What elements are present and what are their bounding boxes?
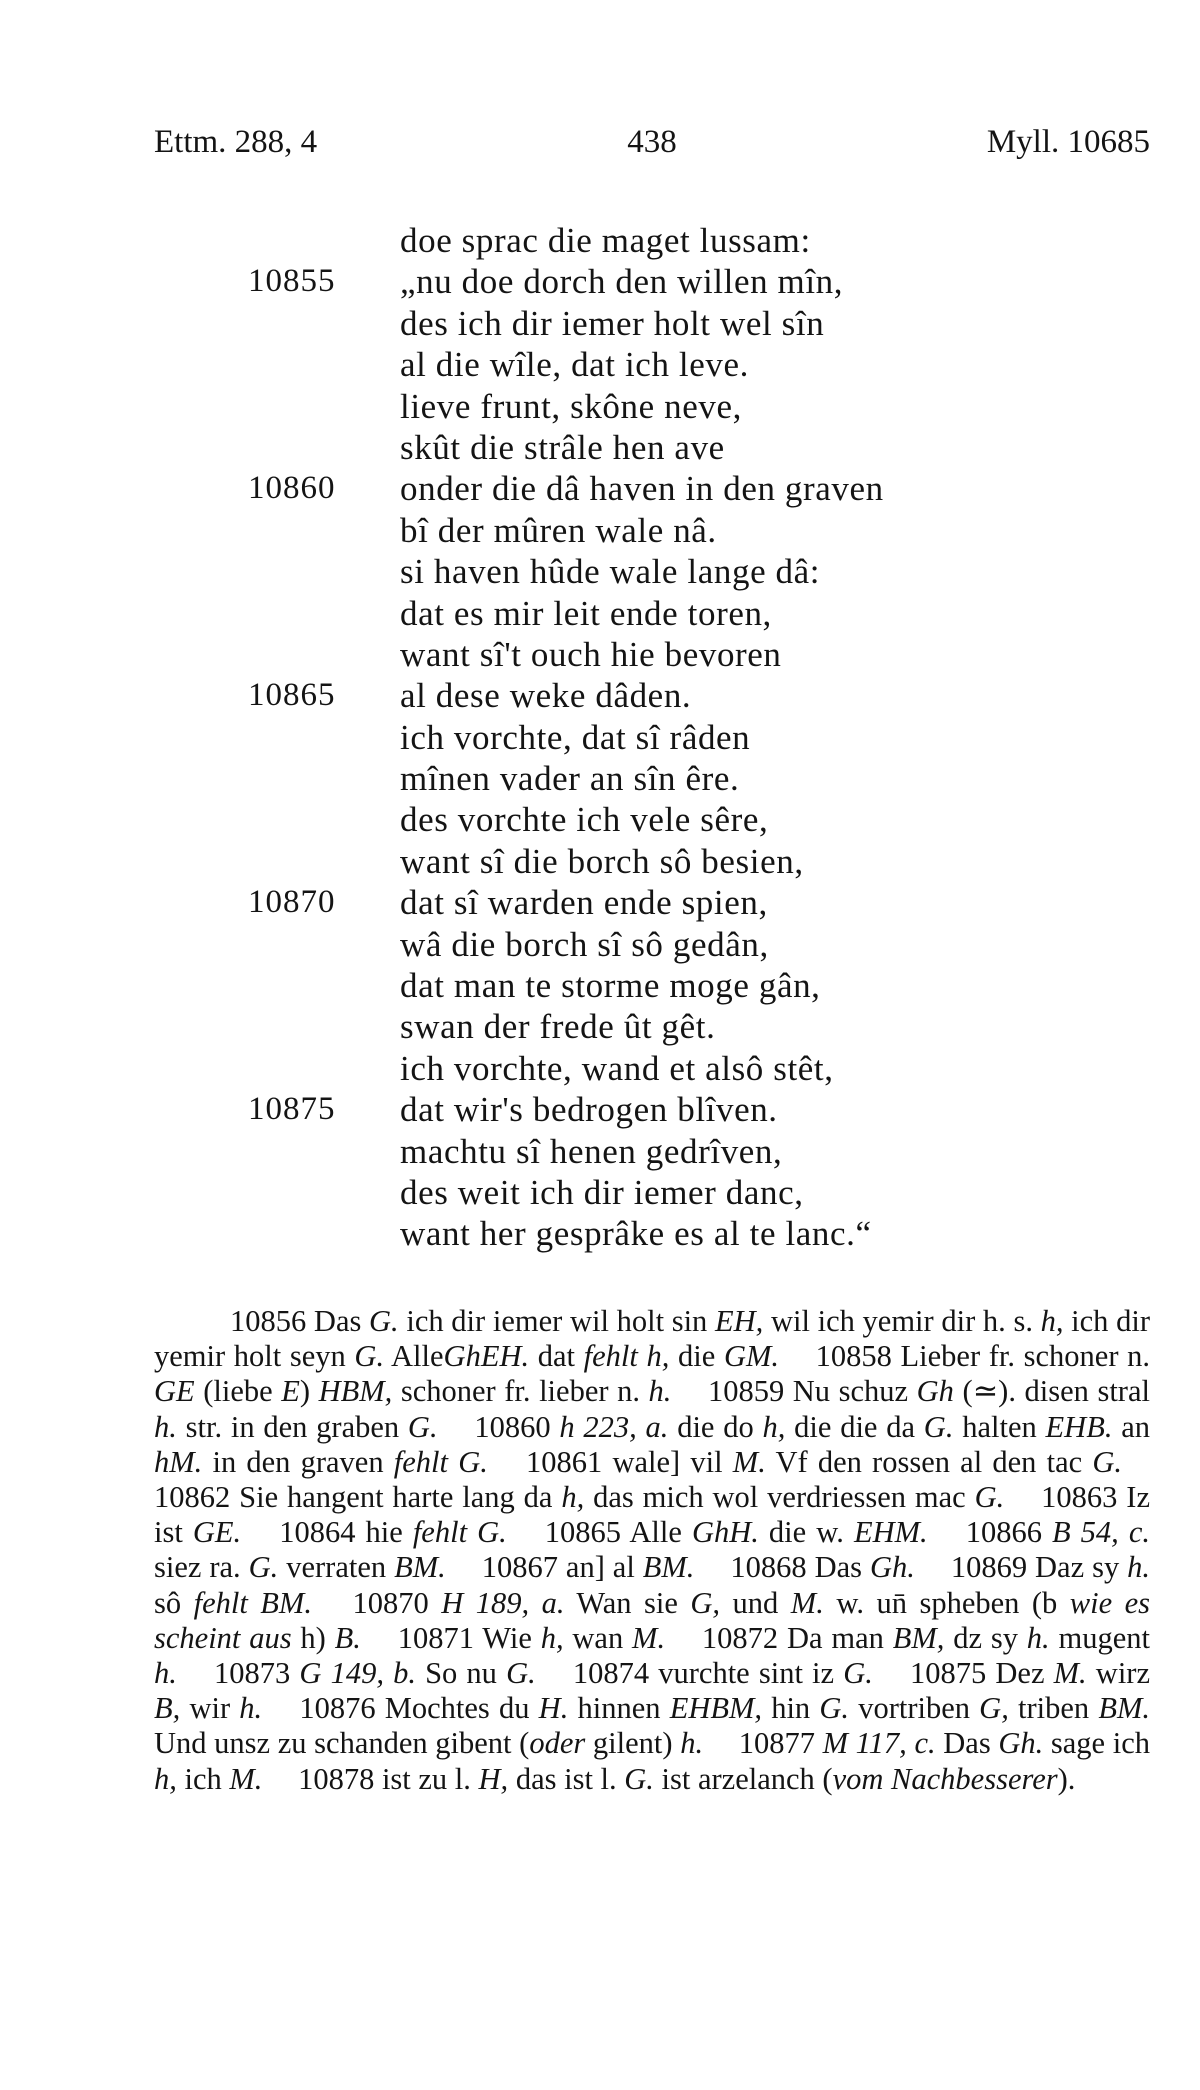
apparatus-text: 10876 Mochtes du [299,1691,539,1726]
header-reference-ettmueller: Ettm. 288, 4 [154,124,318,160]
apparatus-text: 10872 Da man [701,1620,893,1655]
apparatus-siglum: fehlt G. [412,1515,507,1550]
apparatus-text: 10860 [474,1409,560,1444]
verse-line-text: lieve frunt, skône neve, [400,386,742,426]
apparatus-siglum: h. [648,1374,672,1409]
apparatus-text: verraten [278,1550,395,1585]
apparatus-siglum: G. [248,1550,279,1585]
apparatus-text: wirz [1086,1656,1151,1691]
apparatus-text: ich [176,1761,230,1796]
apparatus-siglum: B, [154,1691,181,1726]
apparatus-siglum: h. [680,1726,704,1761]
verse-line-text: ich vorchte, dat sî râden [400,717,751,757]
apparatus-text: wil ich yemir dir h. s. [763,1304,1041,1338]
verse-line-text: dat sî warden ende spien, [400,883,768,923]
verse-line [0,303,1200,344]
apparatus-siglum: H 189, a. [441,1585,565,1620]
verse-line [0,510,1200,551]
apparatus-siglum: G. [843,1656,873,1691]
verse-line-text: dat es mir leit ende toren, [400,593,772,633]
apparatus-text: dz sy [944,1620,1027,1655]
apparatus-text: 10875 Dez [910,1656,1054,1691]
verse-line-text: wâ die borch sî sô gedân, [400,924,769,964]
verse-line-text: si haven hûde wale lange dâ: [400,552,821,592]
apparatus-text: wir [180,1691,240,1726]
verse-line [0,841,1200,882]
apparatus-text: sô [154,1585,194,1620]
apparatus-text: halten [953,1409,1046,1444]
verse-line [0,882,1200,923]
verse-line [0,344,1200,385]
apparatus-text: dat [529,1339,584,1374]
verse-line-text: „nu doe dorch den willen mîn, [400,262,844,302]
apparatus-text: 10874 vurchte sint iz [572,1656,844,1691]
apparatus-text: str. in den graben [176,1409,408,1444]
apparatus-siglum: G. [1092,1444,1122,1479]
apparatus-text: in den graven [202,1444,394,1479]
apparatus-siglum: G. [974,1480,1005,1515]
apparatus-siglum: HBM, [318,1374,393,1409]
apparatus-siglum: GM. [723,1339,779,1374]
apparatus-text: wan [563,1620,633,1655]
critical-apparatus [154,1304,1150,1797]
apparatus-text: das mich wol verdriessen mac [584,1480,975,1515]
apparatus-siglum: h, [154,1761,177,1796]
apparatus-siglum: G, [690,1585,721,1620]
apparatus-siglum: H. [538,1691,569,1726]
apparatus-siglum: h, [561,1480,585,1515]
apparatus-siglum: G, [979,1691,1009,1726]
verse-line [0,1006,1200,1047]
verse-line-text: al dese weke dâden. [400,676,692,716]
apparatus-siglum: EHB. [1045,1409,1113,1444]
verse-line-text: want her gesprâke es al te lanc.“ [400,1214,872,1254]
apparatus-siglum: G. [819,1691,850,1726]
apparatus-siglum: h. [154,1409,177,1444]
apparatus-text: Alle [384,1339,444,1374]
apparatus-siglum: BM. [1098,1691,1150,1726]
apparatus-text: 10862 Sie hangent harte lang da [154,1480,562,1515]
apparatus-siglum: G. [369,1304,399,1338]
apparatus-siglum: h. [1026,1620,1050,1655]
apparatus-text: 10865 Alle [544,1515,692,1550]
verse-line [0,261,1200,302]
apparatus-text: 10868 Das [730,1550,870,1585]
apparatus-text: die w. [758,1515,854,1550]
apparatus-text: ). [1057,1761,1076,1796]
apparatus-text: die die da [785,1409,924,1444]
line-number: 10855 [248,263,336,300]
apparatus-text: 10866 [965,1515,1052,1550]
verse-line [0,1089,1200,1130]
apparatus-text: siez ra. [154,1550,249,1585]
verse-line-text: want sî die borch sô besien, [400,841,804,881]
verse-line [0,220,1200,261]
apparatus-text: triben [1008,1691,1099,1726]
apparatus-text: 10864 hie [279,1515,413,1550]
verse-line-text: machtu sî henen gedrîven, [400,1131,783,1171]
apparatus-siglum: EHBM, [669,1691,763,1726]
apparatus-text: gilent) [585,1726,681,1761]
apparatus-siglum: fehlt G. [393,1444,488,1479]
apparatus-siglum: fehlt h, [583,1339,670,1374]
verse-line [0,1131,1200,1172]
verse-line [0,634,1200,675]
apparatus-text: 10859 Nu schuz [707,1374,917,1409]
apparatus-text: vortriben [849,1691,980,1726]
verse-line [0,468,1200,509]
apparatus-text: Wan sie [564,1585,691,1620]
apparatus-text: ich dir iemer wil holt sin [398,1304,715,1338]
apparatus-siglum: Gh [916,1374,954,1409]
verse-line-text: bî der mûren wale nâ. [400,510,717,550]
apparatus-text: (≃). disen stral [953,1374,1150,1409]
apparatus-siglum: h, [762,1409,786,1444]
verse-line [0,1213,1200,1254]
apparatus-text: So nu [415,1656,507,1691]
apparatus-siglum: vom Nachbesserer [832,1761,1058,1796]
verse-line-text: mînen vader an sîn êre. [400,759,740,799]
apparatus-text: h) [291,1620,335,1655]
apparatus-text: hin [762,1691,820,1726]
apparatus-text: die [669,1339,724,1374]
apparatus-text: schoner fr. lieber n. [392,1374,649,1409]
apparatus-text: 10863 Iz ist [154,1480,1150,1550]
apparatus-text: sage ich [1043,1726,1151,1761]
apparatus-siglum: h, [1040,1304,1064,1338]
apparatus-text: ich dir yemir holt seyn [154,1304,1150,1374]
verse-line [0,965,1200,1006]
verse-line [0,799,1200,840]
line-number: 10875 [248,1091,336,1128]
verse-line [0,427,1200,468]
apparatus-text: 10877 [738,1726,823,1761]
apparatus-siglum: EHM. [853,1515,928,1550]
verse-line [0,924,1200,965]
apparatus-text: mugent [1049,1620,1150,1655]
apparatus-text: 10870 [352,1585,442,1620]
apparatus-text: w. un̄ spheben (b [823,1585,1070,1620]
verse-line-text: al die wîle, dat ich leve. [400,345,749,385]
apparatus-siglum: B. [334,1620,361,1655]
apparatus-text: (liebe [194,1374,282,1409]
verse-line [0,1048,1200,1089]
apparatus-siglum: M. [229,1761,263,1796]
apparatus-text: 10861 wale] vil [526,1444,733,1479]
verse-text [0,220,1200,1255]
apparatus-text: das ist l. [508,1761,625,1796]
apparatus-text: an [1112,1409,1151,1444]
apparatus-siglum: h. [1127,1550,1151,1585]
apparatus-siglum: G. [923,1409,954,1444]
apparatus-siglum: Gh. [998,1726,1044,1761]
verse-line-text: des weit ich dir iemer danc, [400,1172,804,1212]
line-number: 10860 [248,470,336,507]
apparatus-siglum: G. [506,1656,536,1691]
apparatus-text: und [720,1585,791,1620]
header-reference-myller: Myll. 10685 [986,124,1150,160]
apparatus-text: 10871 Wie [397,1620,541,1655]
page-number: 438 [627,124,677,160]
apparatus-siglum: GhH. [691,1515,759,1550]
verse-line-text: swan der frede ût gêt. [400,1007,716,1047]
verse-line [0,717,1200,758]
apparatus-siglum: GhEH. [443,1339,530,1374]
verse-line-text: des ich dir iemer holt wel sîn [400,303,825,343]
apparatus-siglum: M. [632,1620,666,1655]
apparatus-siglum: M 117, c. [822,1726,936,1761]
verse-line [0,593,1200,634]
apparatus-text: Und unsz zu schanden gibent ( [154,1726,530,1761]
apparatus-siglum: h. [239,1691,263,1726]
apparatus-text: 10878 ist zu l. [298,1761,479,1796]
verse-line [0,675,1200,716]
apparatus-siglum: G 149, b. [299,1656,416,1691]
apparatus-siglum: H, [478,1761,509,1796]
apparatus-siglum: wie es scheint aus [154,1585,1151,1655]
apparatus-siglum: G. [354,1339,385,1374]
apparatus-siglum: BM. [394,1550,446,1585]
apparatus-text: 10858 Lieber fr. schoner n. [815,1339,1151,1374]
apparatus-text: ) [299,1374,319,1409]
apparatus-siglum: EH, [714,1304,764,1338]
verse-line-text: dat man te storme moge gân, [400,966,821,1006]
apparatus-siglum: GE [154,1374,195,1409]
apparatus-siglum: M. [790,1585,824,1620]
verse-line-text: dat wir's bedrogen blîven. [400,1090,778,1130]
line-number: 10865 [248,677,336,714]
verse-line-text: ich vorchte, wand et alsô stêt, [400,1048,834,1088]
apparatus-text: Vf den rossen al den tac [765,1444,1093,1479]
apparatus-siglum: BM. [642,1550,695,1585]
apparatus-siglum: M. [732,1444,766,1479]
apparatus-text: 10869 Daz sy [950,1550,1128,1585]
apparatus-siglum: GE. [192,1515,242,1550]
apparatus-siglum: G. [624,1761,654,1796]
apparatus-siglum: h, [540,1620,564,1655]
page-header [154,124,1150,168]
apparatus-siglum: B 54, c. [1052,1515,1151,1550]
verse-line-text: doe sprac die maget lussam: [400,221,811,260]
apparatus-siglum: oder [529,1726,586,1761]
verse-line [0,1172,1200,1213]
verse-line-text: skût die strâle hen ave [400,427,725,467]
apparatus-siglum: M. [1053,1656,1087,1691]
verse-line [0,758,1200,799]
apparatus-text: ist arzelanch ( [653,1761,833,1796]
apparatus-siglum: E [281,1374,300,1409]
verse-line [0,551,1200,592]
apparatus-siglum: Gh. [869,1550,915,1585]
apparatus-siglum: BM, [892,1620,945,1655]
apparatus-siglum: hM. [154,1444,203,1479]
apparatus-text: 10873 [214,1656,300,1691]
apparatus-siglum: G. [407,1409,438,1444]
verse-line-text: des vorchte ich vele sêre, [400,800,769,840]
apparatus-text: 10856 Das [230,1304,370,1338]
apparatus-text: 10867 an] al [481,1550,643,1585]
apparatus-siglum: h 223, a. [559,1409,669,1444]
line-number: 10870 [248,884,336,921]
apparatus-siglum: fehlt BM. [193,1585,312,1620]
apparatus-text: hinnen [568,1691,670,1726]
apparatus-siglum: h. [154,1656,177,1691]
apparatus-text: die do [668,1409,763,1444]
verse-line [0,386,1200,427]
verse-line-text: want sî't ouch hie bevoren [400,634,782,674]
verse-line-text: onder die dâ haven in den graven [400,469,884,509]
apparatus-text: Das [935,1726,999,1761]
